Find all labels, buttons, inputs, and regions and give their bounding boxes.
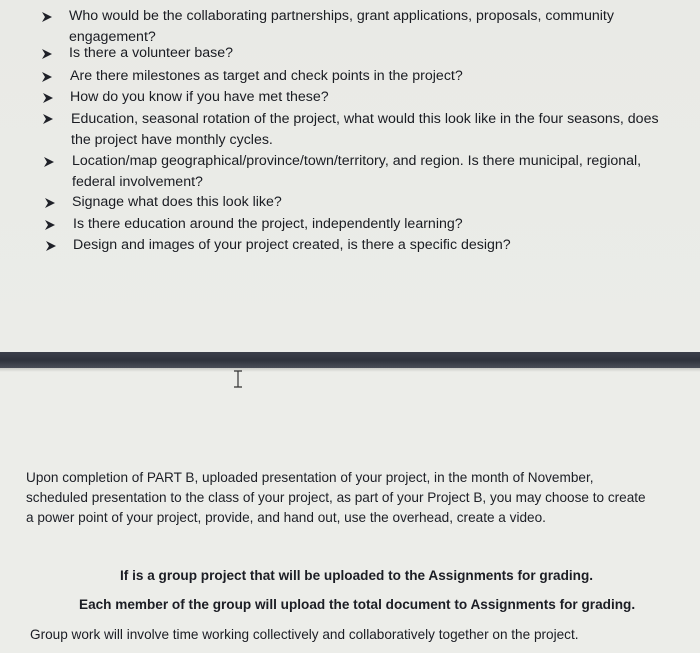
list-item-line: the project have monthly cycles. [71,132,273,148]
arrowhead-bullet-icon [42,92,54,104]
list-item-line: Education, seasonal rotation of the project, what would this look like in the four seasons, does [71,111,659,127]
arrowhead-bullet-icon [42,113,54,125]
list-item-line: Signage what does this look like? [72,194,282,210]
paragraph-line: Upon completion of PART B, uploaded presentation of your project, in the month of November, [26,470,594,485]
list-item-line: Is there a volunteer base? [69,45,234,61]
list-item-line: Are there milestones as target and check points in the project? [70,68,463,84]
group-upload-note: If is a group project that will be uploaded to the Assignments for grading. [120,568,594,583]
paragraph-line: a power point of your project, provide, and hand out, use the overhead, create a video. [26,510,546,525]
member-upload-note: Each member of the group will upload the total document to Assignments for grading. [79,597,636,612]
arrowhead-bullet-icon [44,197,56,209]
arrowhead-bullet-icon [45,240,57,252]
list-item-line: How do you know if you have met these? [70,89,329,105]
arrowhead-bullet-icon [41,71,53,83]
arrowhead-bullet-icon [44,219,56,231]
group-work-note: Group work will involve time working collectively and collaboratively together on the project. [30,627,579,642]
page-break-divider [0,352,700,368]
arrowhead-bullet-icon [41,11,53,23]
divider-shadow [0,368,700,372]
text-cursor-icon [232,370,244,388]
list-item-line: Who would be the collaborating partnerships, grant applications, proposals, community [69,8,614,24]
list-item-line: Is there education around the project, independently learning? [73,216,463,232]
list-item-line: engagement? [69,29,156,45]
arrowhead-bullet-icon [41,48,53,60]
paragraph-line: scheduled presentation to the class of your project, as part of your Project B, you may choose to create [26,490,646,505]
completion-paragraph [26,468,676,528]
list-item-line: Design and images of your project created, is there a specific design? [73,237,511,253]
arrowhead-bullet-icon [43,156,55,168]
list-item-line: Location/map geographical/province/town/territory, and region. Is there municipal, regional, [72,153,642,169]
list-item-line: federal involvement? [72,174,203,190]
